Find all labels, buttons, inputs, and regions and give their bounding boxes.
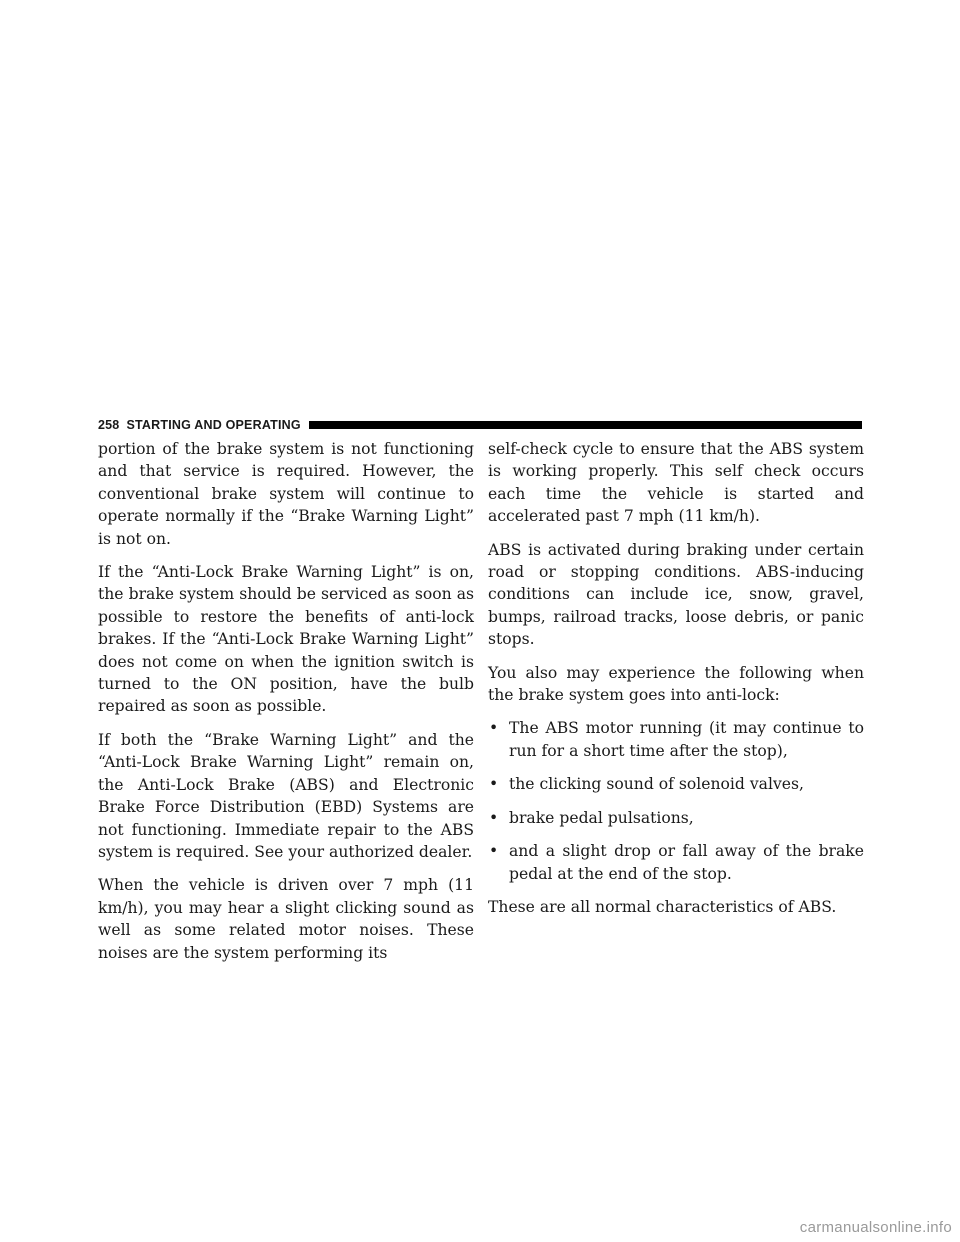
section-title: STARTING AND OPERATING — [126, 418, 301, 432]
page-number: 258 — [98, 418, 120, 432]
list-item: • brake pedal pulsations, — [488, 807, 864, 829]
paragraph: You also may experience the following when the brake system goes into anti-lock: — [488, 663, 864, 705]
list-item: • and a slight drop or fall away of the brake pedal at the end of the stop. — [488, 840, 864, 885]
left-column — [98, 438, 474, 975]
right-column — [488, 438, 864, 929]
page-header — [98, 418, 862, 432]
paragraph: portion of the brake system is not functioning and that service is required. However, the conventional brake system will continue to operate normally if the “Brake Warning Light” is not on. — [98, 440, 474, 548]
paragraph: ABS is activated during braking under certain road or stopping conditions. ABS-inducing conditions can include ice, snow, gravel, bumps, railroad tracks, loose debris, or panic stops. — [488, 540, 864, 649]
paragraph: When the vehicle is driven over 7 mph (11 km/h), you may hear a slight clicking sound as well as some related motor noises. These noises are the system performing its — [98, 876, 474, 962]
paragraph: self-check cycle to ensure that the ABS system is working properly. This self check occurs each time the vehicle is started and accelerated past 7 mph (11 km/h). — [488, 440, 864, 526]
list-item: • The ABS motor running (it may continue to run for a short time after the stop), — [488, 717, 864, 762]
header-rule — [309, 421, 862, 429]
bullet-list — [488, 717, 864, 884]
watermark: carmanualsonline.info — [799, 1219, 952, 1236]
list-item: • the clicking sound of solenoid valves, — [488, 773, 864, 795]
paragraph: These are all normal characteristics of ABS. — [488, 897, 837, 916]
paragraph: If both the “Brake Warning Light” and the “Anti-Lock Brake Warning Light” remain on, the Anti-Lock Brake (ABS) and Electronic Brake Force Distribution (EBD) Systems are not functioning. Immediate repair to the ABS system is required. See your authorized dealer. — [98, 730, 474, 861]
paragraph: If the “Anti-Lock Brake Warning Light” is on, the brake system should be serviced as soon as possible to restore the benefits of anti-lock brakes. If the “Anti-Lock Brake Warning Light” does not come on when the ignition switch is turned to the ON position, have the bulb repaired as soon as possible. — [98, 563, 474, 716]
